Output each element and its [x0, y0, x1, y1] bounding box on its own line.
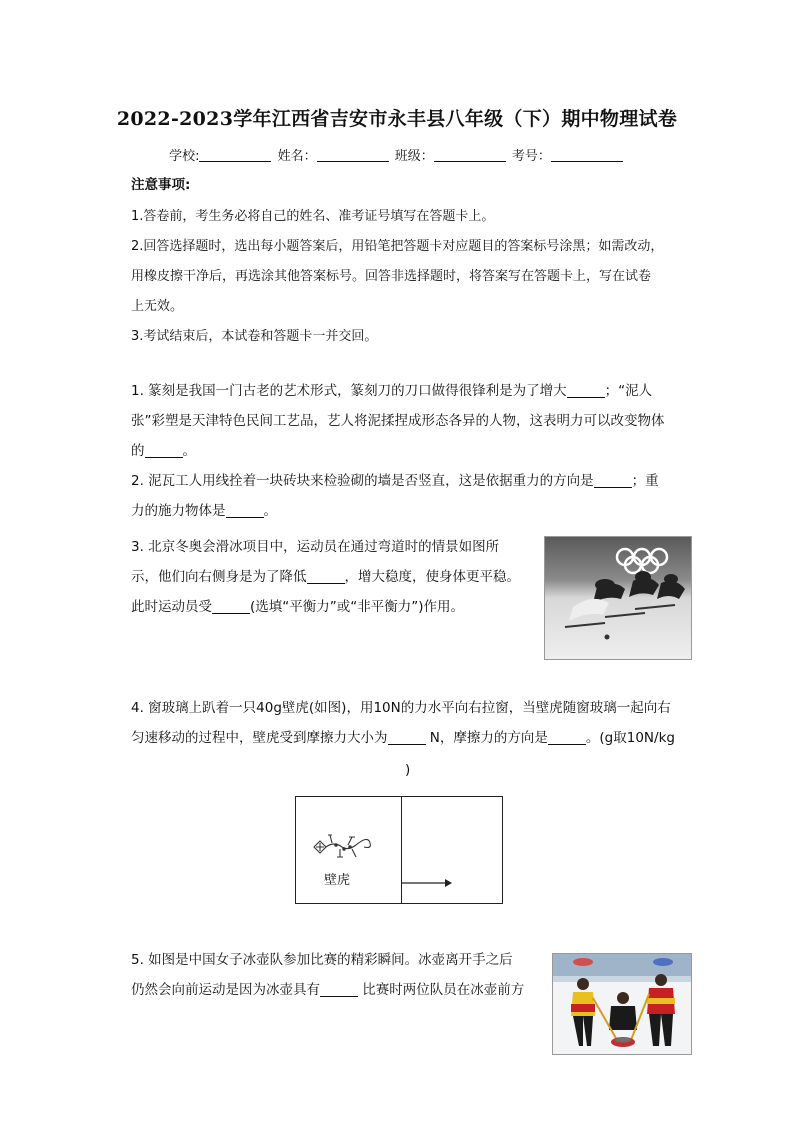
notes-section [131, 170, 663, 352]
q4-text: 。(g取10N/kg [585, 730, 675, 746]
school-blank[interactable] [199, 148, 271, 162]
exam-no-blank[interactable] [551, 148, 623, 162]
q2-text: 。 [263, 503, 277, 519]
q5-text: 5. 如图是中国女子冰壶队参加比赛的精彩瞬间。冰壶离开手之后 [131, 952, 513, 968]
q5-text: 仍然会向前运动是因为冰壶具有 [131, 982, 320, 998]
q4-text: N，摩擦力的方向是 [429, 730, 548, 746]
q4-text: 匀速移动的过程中，壁虎受到摩擦力大小为 [131, 730, 388, 746]
q1-text: 1. 篆刻是我国一门古老的艺术形式，篆刻刀的刀口做得很锋利是为了增大 [131, 383, 567, 399]
name-label: 姓名： [277, 149, 317, 164]
q1-blank-2[interactable] [145, 443, 183, 458]
q3-text: 示，他们向右侧身是为了降低 [131, 569, 307, 585]
q3-blank-1[interactable] [307, 569, 345, 584]
notes-item: 上无效。 [131, 299, 184, 314]
gecko-icon [310, 825, 380, 865]
q5-text: 比赛时两位队员在冰壶前方 [362, 982, 525, 998]
q4-text: 4. 窗玻璃上趴着一只40g壁虎(如图)，用10N的力水平向右拉窗，当壁虎随窗玻璃一起向右 [131, 700, 671, 716]
notes-item: 3.考试结束后，本试卷和答题卡一并交回。 [131, 329, 378, 344]
question-4 [131, 693, 675, 753]
q3-text: ，增大稳度，使身体更平稳。 [344, 569, 520, 585]
q2-text: 力的施力物体是 [131, 503, 226, 519]
gecko-label: 壁虎 [324, 873, 351, 888]
page-title: 2022-2023学年江西省吉安市永丰县八年级（下）期中物理试卷 [116, 108, 678, 130]
student-info [0, 145, 794, 164]
q5-blank-1[interactable] [320, 982, 358, 997]
q3-blank-2[interactable] [212, 599, 250, 614]
q4-blank-1[interactable] [388, 730, 426, 745]
q1-text: 。 [182, 443, 196, 459]
class-label: 班级： [394, 149, 434, 164]
q1-text: 的 [131, 443, 145, 459]
question-2 [131, 466, 659, 526]
window-figure [295, 796, 503, 904]
question-1 [131, 376, 665, 466]
q1-text: 张”彩塑是天津特色民间工艺品，艺人将泥揉捏成形态各异的人物，这表明力可以改变物体 [131, 413, 665, 429]
question-3 [131, 532, 520, 622]
q2-text: 2. 泥瓦工人用线拴着一块砖块来检验砌的墙是否竖直，这是依据重力的方向是 [131, 473, 594, 489]
q2-text: ；重 [631, 473, 659, 489]
q4-blank-2[interactable] [548, 730, 586, 745]
school-label: 学校: [169, 149, 200, 164]
notes-heading: 注意事项: [131, 177, 191, 193]
q3-text: (选填“平衡力”或“非平衡力”)作用。 [250, 599, 465, 615]
notes-item: 用橡皮擦干净后，再选涂其他答案标号。回答非选择题时，将答案写在答题卡上，写在试卷 [131, 269, 652, 284]
q4-close-paren: ) [405, 762, 411, 778]
class-blank[interactable] [434, 148, 506, 162]
q2-blank-1[interactable] [594, 473, 632, 488]
force-arrow-icon [401, 877, 453, 889]
notes-item: 1.答卷前，考生务必将自己的姓名、准考证号填写在答题卡上。 [131, 209, 495, 224]
q3-text: 此时运动员受 [131, 599, 212, 615]
question-5 [131, 945, 524, 1005]
q1-text: ；“泥人 [604, 383, 653, 399]
exam-no-label: 考号： [511, 149, 551, 164]
notes-item: 2.回答选择题时，选出每小题答案后，用铅笔把答题卡对应题目的答案标号涂黑；如需改动， [131, 239, 664, 254]
curling-photo [552, 953, 692, 1055]
q2-blank-2[interactable] [226, 503, 264, 518]
speed-skating-photo [544, 536, 692, 660]
q3-text: 3. 北京冬奥会滑冰项目中，运动员在通过弯道时的情景如图所 [131, 539, 500, 555]
q1-blank-1[interactable] [567, 383, 605, 398]
name-blank[interactable] [317, 148, 389, 162]
